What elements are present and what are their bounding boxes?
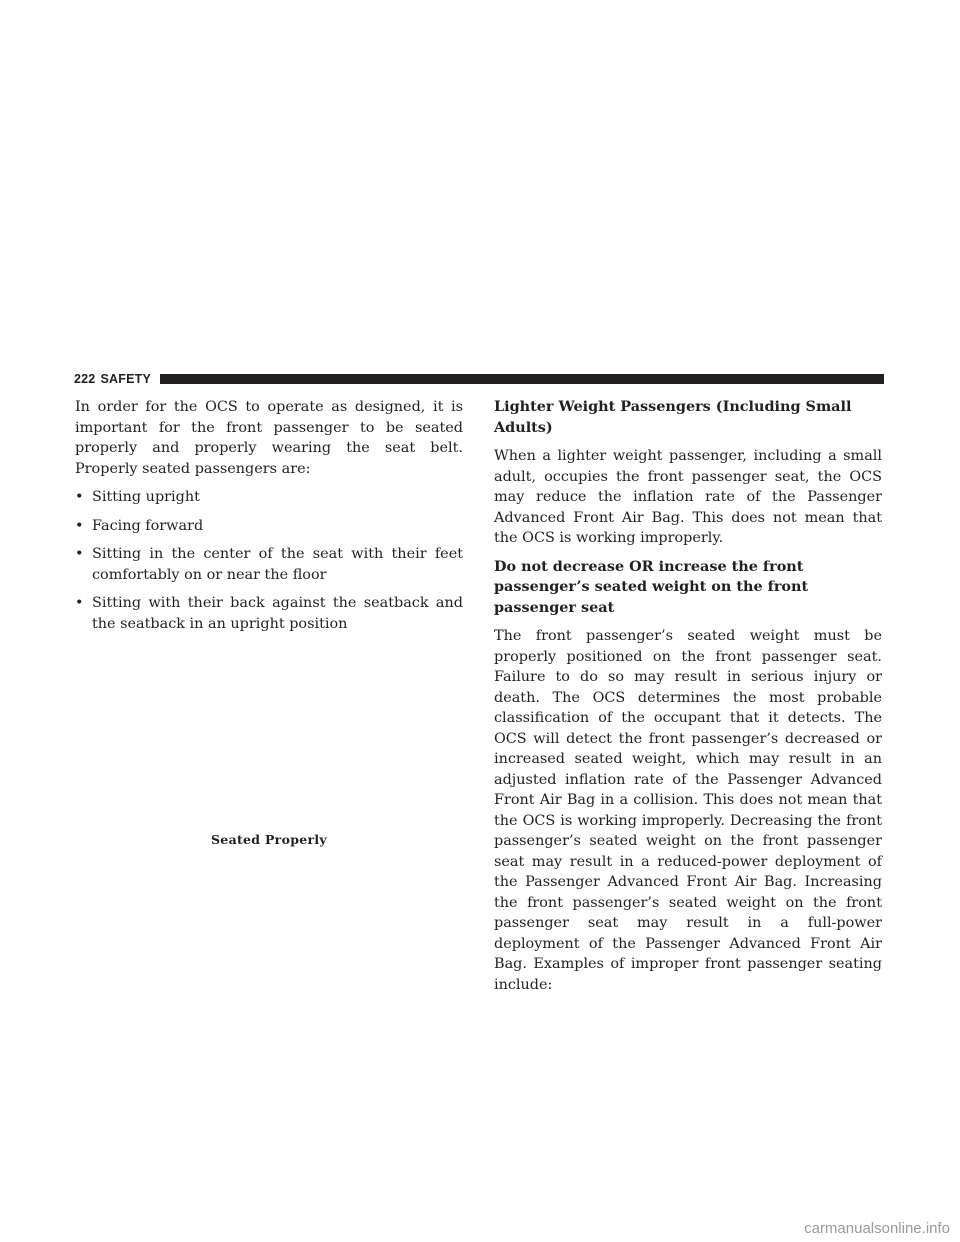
bullet-text: Sitting in the center of the seat with their feet comfortably on or near the floor <box>92 546 463 583</box>
left-column <box>75 397 463 642</box>
watermark: carmanualsonline.info <box>804 1220 950 1237</box>
intro-paragraph: In order for the OCS to operate as designed, it is important for the front passenger to be seated properly and properly wearing the seat belt. Properly seated passengers are: <box>75 399 463 477</box>
figure-caption: Seated Properly <box>210 832 327 847</box>
bullet-icon: • <box>75 595 84 611</box>
bullet-text: Sitting with their back against the seatback and the seatback in an upright position <box>92 595 463 632</box>
section-heading-seated-weight: Do not decrease OR increase the front passenger’s seated weight on the front passenger seat <box>494 557 809 616</box>
section-title: SAFETY <box>100 372 151 386</box>
list-item <box>75 487 463 508</box>
page-header <box>74 372 884 386</box>
figure-placeholder <box>75 610 463 825</box>
section-heading-lighter-weight: Lighter Weight Passengers (Including Small Adults) <box>494 398 852 436</box>
right-column <box>494 397 882 1003</box>
bullet-text: Sitting upright <box>92 489 200 505</box>
lighter-weight-paragraph: When a lighter weight passenger, including a small adult, occupies the front passenger seat, the OCS may reduce the inflation rate of the Passenger Advanced Front Air Bag. This does not mean that the OCS is working improperly. <box>494 448 882 546</box>
seated-weight-paragraph: The front passenger’s seated weight must be properly positioned on the front passenger seat. Failure to do so may result in serious injury or death. The OCS determines the most probable classification of the occupant that it detects. The OCS will detect the front passenger’s decreased or increased seated weight, which may result in an adjusted inflation rate of the Passenger Advanced Front Air Bag in a collision. This does not mean that the OCS is working improperly. Decreasing the front passenger’s seated weight on the front passenger seat may result in a reduced-power deployment of the Passenger Advanced Front Air Bag. Increasing the front passenger’s seated weight on the front passenger seat may result in a full-power deployment of the Passenger Advanced Front Air Bag. Examples of improper front passenger seating include: <box>494 628 882 993</box>
bullet-icon: • <box>75 546 84 562</box>
page-number: 222 <box>74 372 96 386</box>
bullet-icon: • <box>75 489 84 505</box>
list-item <box>75 516 463 537</box>
bullet-icon: • <box>75 517 84 534</box>
list-item <box>75 544 463 585</box>
bullet-text: Facing forward <box>92 517 204 534</box>
header-rule <box>160 374 884 384</box>
